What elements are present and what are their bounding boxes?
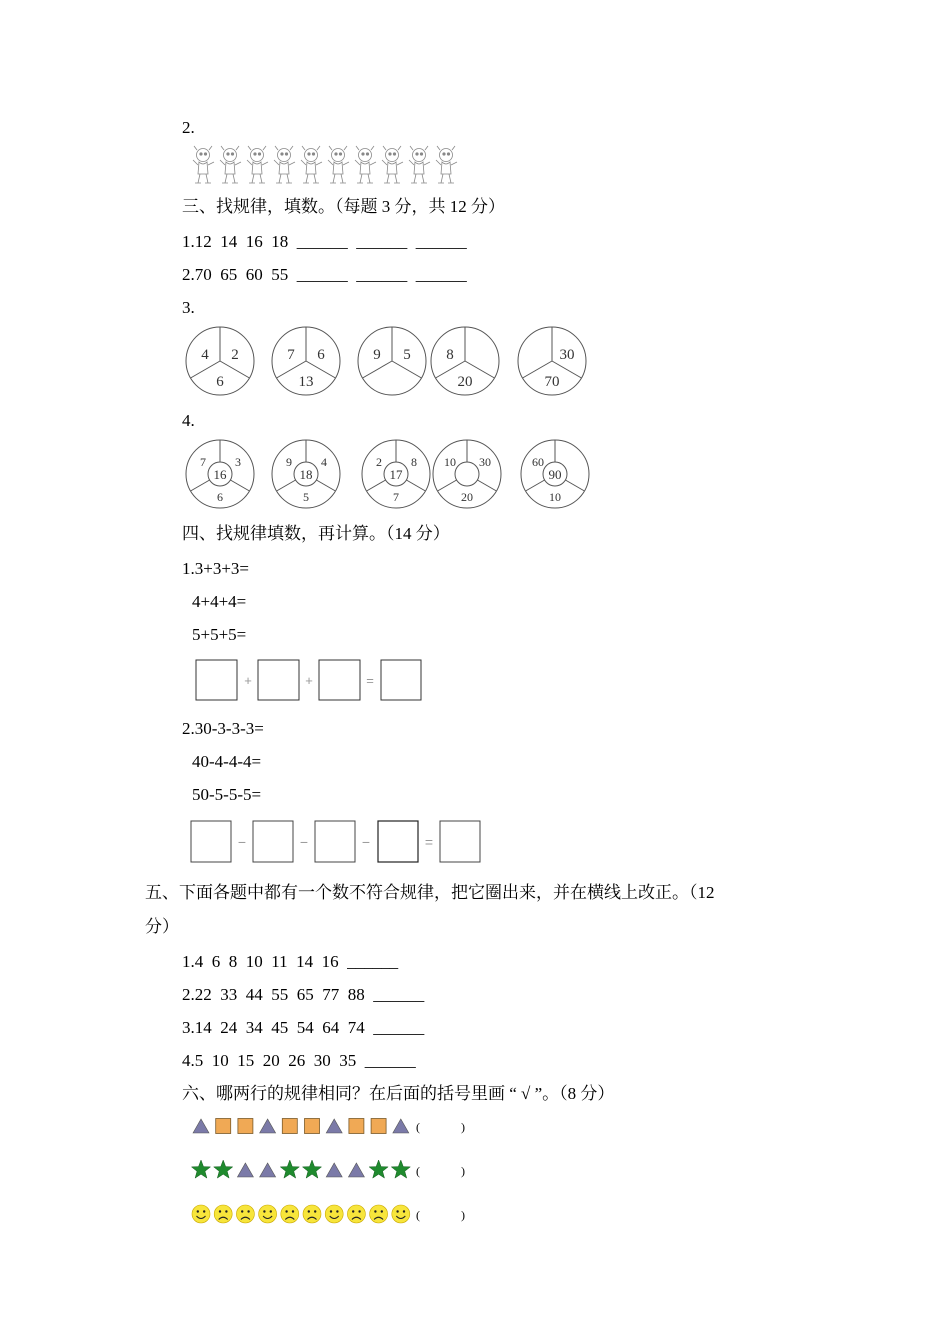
triangle-icon	[326, 1119, 342, 1133]
ring-center-value: 16	[213, 467, 227, 482]
sector-value: 7	[287, 347, 295, 363]
smiley-face-icon	[259, 1205, 277, 1223]
sector-value: 20	[457, 374, 473, 390]
circle-puzzles-3	[180, 322, 600, 402]
ring-value: 2	[376, 455, 382, 469]
s5-q4: 4.5 10 15 20 26 30 35 ______	[182, 1051, 416, 1070]
triangle-icon	[326, 1163, 342, 1177]
equals-sign: =	[366, 673, 374, 688]
subtraction-box-equation	[190, 820, 485, 866]
ring-circle	[362, 440, 430, 508]
paren-open: (	[416, 1120, 420, 1134]
cartoon-figures-row	[185, 144, 465, 186]
sector-circle	[358, 327, 426, 395]
ring-circle	[272, 440, 340, 508]
star-icon	[302, 1160, 321, 1178]
section5-heading-line1: 五、下面各题中都有一个数不符合规律，把它圈出来，并在横线上改正。（12	[145, 883, 715, 902]
sector-value: 8	[446, 347, 454, 363]
square-icon	[371, 1119, 386, 1134]
sad-face-icon	[236, 1205, 254, 1223]
sad-face-icon	[370, 1205, 388, 1223]
s5-q3: 3.14 24 34 45 54 64 74 ______	[182, 1018, 425, 1037]
s4-q2-line3: 50-5-5-5=	[192, 785, 262, 804]
sector-circle	[186, 327, 254, 395]
ring-center-value: 17	[389, 467, 403, 482]
s5-q2: 2.22 33 44 55 65 77 88 ______	[182, 985, 425, 1004]
minus-sign: −	[299, 834, 309, 850]
sector-circle	[272, 327, 340, 395]
minus-sign: −	[237, 834, 247, 850]
sector-value: 6	[317, 347, 325, 363]
sector-value: 5	[403, 347, 411, 363]
cartoon-figure-icon	[274, 146, 295, 183]
cartoon-figure-icon	[409, 146, 430, 183]
s4-q2-line1: 2.30-3-3-3=	[182, 719, 264, 738]
pattern-row-1	[190, 1112, 480, 1140]
triangle-icon	[237, 1163, 253, 1177]
ring-value: 5	[303, 490, 309, 504]
cartoon-figure-icon	[220, 146, 241, 183]
sector-value: 70	[544, 374, 560, 390]
sector-value: 30	[559, 347, 575, 363]
equals-sign: =	[424, 834, 434, 850]
square-icon	[216, 1119, 231, 1134]
sad-face-icon	[214, 1205, 232, 1223]
section6-heading: 六、哪两行的规律相同？在后面的括号里画 “ √ ”。（8 分）	[182, 1084, 615, 1103]
triangle-icon	[193, 1119, 209, 1133]
ring-value: 10	[444, 455, 456, 469]
ring-circle	[186, 440, 254, 508]
minus-sign: −	[361, 834, 371, 850]
ring-value: 7	[200, 455, 206, 469]
s4-q1-line1: 1.3+3+3=	[182, 559, 250, 578]
sector-circle	[518, 327, 586, 395]
ring-value: 4	[321, 455, 327, 469]
paren-open: (	[416, 1164, 420, 1178]
square-icon	[282, 1119, 297, 1134]
sad-face-icon	[303, 1205, 321, 1223]
triangle-icon	[260, 1163, 276, 1177]
ring-value: 8	[411, 455, 417, 469]
ring-value: 9	[286, 455, 292, 469]
paren-close: )	[461, 1208, 465, 1222]
s3-q2: 2.70 65 60 55 ______ ______ ______	[182, 265, 467, 284]
star-icon	[280, 1160, 299, 1178]
star-icon	[214, 1160, 233, 1178]
s4-q2-line2: 40-4-4-4=	[192, 752, 262, 771]
paren-close: )	[461, 1120, 465, 1134]
sector-value: 2	[231, 347, 239, 363]
ring-value: 60	[532, 455, 544, 469]
ring-value: 7	[393, 490, 399, 504]
sector-circle	[431, 327, 499, 395]
cartoon-figure-icon	[328, 146, 349, 183]
paren-open: (	[416, 1208, 420, 1222]
ring-value: 6	[217, 490, 223, 504]
sector-value: 4	[201, 347, 209, 363]
smiley-face-icon	[325, 1205, 343, 1223]
section4-heading: 四、找规律填数，再计算。（14 分）	[182, 524, 450, 543]
cartoon-figure-icon	[301, 146, 322, 183]
cartoon-figure-icon	[247, 146, 268, 183]
cartoon-figure-icon	[355, 146, 376, 183]
ring-value: 20	[461, 490, 473, 504]
cartoon-figure-icon	[436, 146, 457, 183]
s5-q1: 1.4 6 8 10 11 14 16 ______	[182, 952, 399, 971]
section5-heading-line2: 分）	[145, 917, 179, 936]
ring-center-value: 90	[548, 467, 562, 482]
star-icon	[191, 1160, 210, 1178]
s3-q3-label: 3.	[182, 298, 195, 317]
square-icon	[349, 1119, 364, 1134]
smiley-face-icon	[192, 1205, 210, 1223]
addition-box-equation	[195, 659, 425, 703]
smiley-face-icon	[392, 1205, 410, 1223]
section3-heading: 三、找规律，填数。（每题 3 分，共 12 分）	[182, 197, 505, 216]
triangle-icon	[348, 1163, 364, 1177]
cartoon-figure-icon	[193, 146, 214, 183]
ring-circle	[521, 440, 589, 508]
paren-close: )	[461, 1164, 465, 1178]
ring-value: 10	[549, 490, 561, 504]
plus-sign: +	[305, 673, 313, 688]
ring-value: 3	[235, 455, 241, 469]
ring-center-value: 18	[299, 467, 313, 482]
sector-value: 6	[216, 374, 224, 390]
ring-puzzles-4	[180, 435, 600, 515]
sad-face-icon	[347, 1205, 365, 1223]
star-icon	[369, 1160, 388, 1178]
triangle-icon	[260, 1119, 276, 1133]
s3-q1: 1.12 14 16 18 ______ ______ ______	[182, 232, 467, 251]
sad-face-icon	[281, 1205, 299, 1223]
triangle-icon	[393, 1119, 409, 1133]
s3-q4-label: 4.	[182, 411, 195, 430]
sector-value: 9	[373, 347, 381, 363]
pattern-row-3	[190, 1200, 480, 1228]
ring-circle	[433, 440, 501, 508]
star-icon	[391, 1160, 410, 1178]
s4-q1-line3: 5+5+5=	[192, 625, 247, 644]
item-2-label: 2.	[182, 118, 195, 137]
pattern-row-2	[190, 1156, 480, 1184]
s4-q1-line2: 4+4+4=	[192, 592, 247, 611]
square-icon	[305, 1119, 320, 1134]
plus-sign: +	[244, 673, 252, 688]
sector-value: 13	[298, 374, 314, 390]
ring-value: 30	[479, 455, 491, 469]
square-icon	[238, 1119, 253, 1134]
cartoon-figure-icon	[382, 146, 403, 183]
